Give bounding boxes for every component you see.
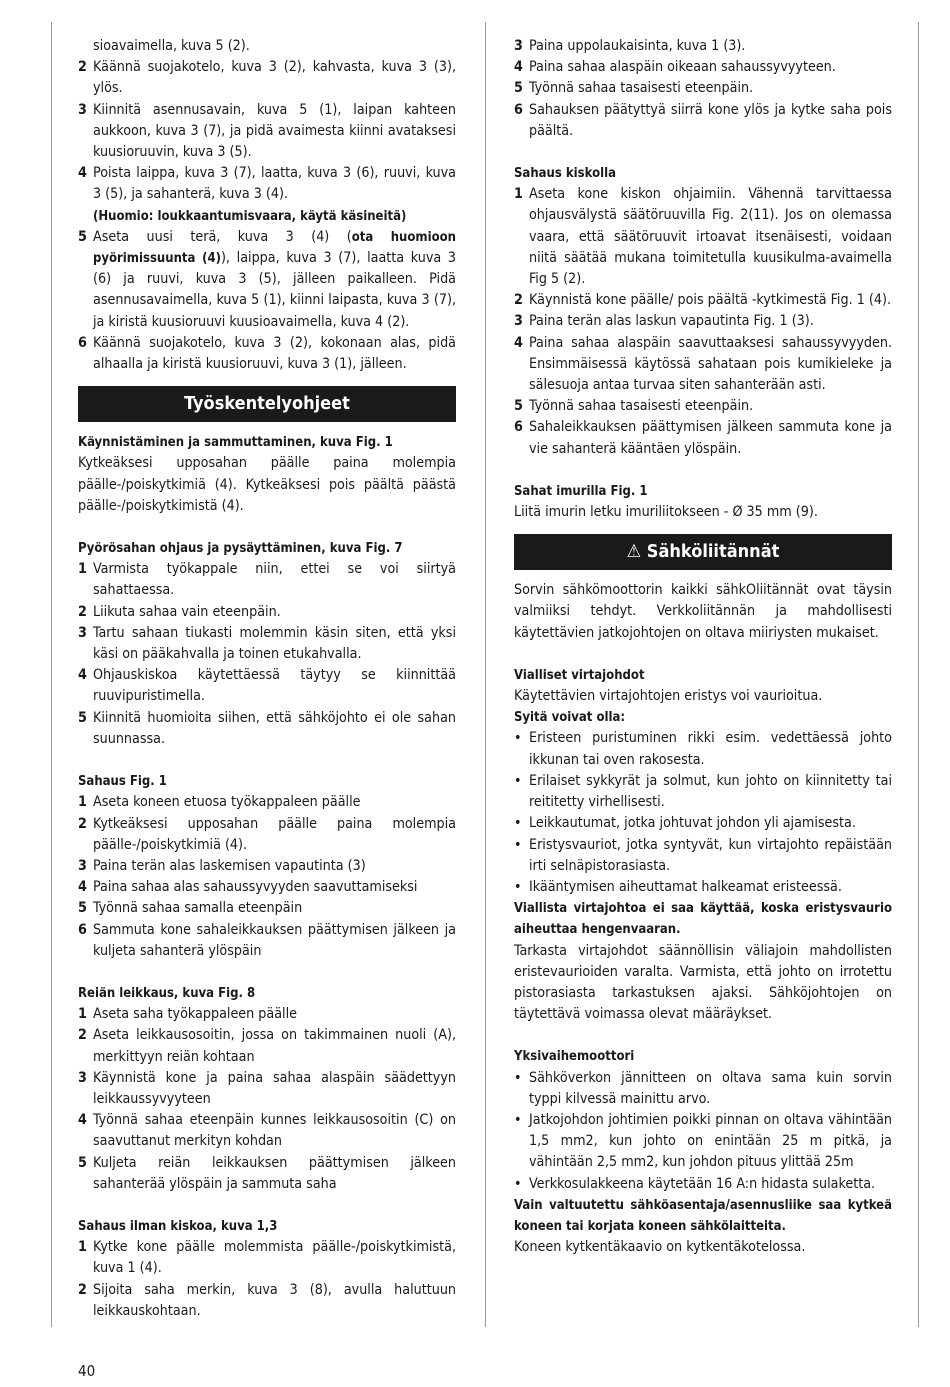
list-item: 3 Paina uppolaukaisinta, kuva 1 (3).	[514, 38, 746, 54]
bullet-item: • Leikkautumat, jotka johtuvat johdon yli ajamisesta.	[514, 815, 856, 832]
section-heading: Vialliset virtajohdot	[514, 667, 645, 683]
paragraph: Kytkeäksesi upposahan päälle paina molempia päälle-/poiskytkimiä (4). Kytkeäksesi pois päältä päästä päälle-/poiskytkimistä (4).	[78, 455, 456, 514]
list-item: 1 Aseta saha työkappaleen päälle	[78, 1006, 298, 1023]
list-item: 5 Aseta uusi terä, kuva 3 (4) (ota huomioon pyörimissuunta (4)), laippa, kuva 3 (7), laatta kuva 3 (6) ja ruuvi, kuva 3 (5), jälleen paikalleen. Pidä asennusavaimella, kuva 5 (1), kiinni laipasta, kuva 3 (7), ja kiristä kuusioruuvi kuusioavaimella, kuva 4 (2).	[78, 228, 457, 330]
bullet-item: • Jatkojohdon johtimien poikki pinnan on oltava vähintään 1,5 mm2, kun johto on enintään 25 m pitkä, ja vähintään 2,5 mm2, kun johdon pituus ylittää 25m	[514, 1111, 892, 1171]
list-item: 2 Käynnistä kone päälle/ pois päältä -kytkimestä Fig. 1 (4).	[514, 292, 891, 309]
list-item: 4 Paina sahaa alas sahaussyvyyden saavuttamiseksi	[78, 879, 418, 896]
section-heading: Sahaus Fig. 1	[78, 774, 167, 790]
warning-text: Vain valtuutettu sähköasentaja/asennusliike saa kytkeä koneen tai korjata koneen sähkölaitteita.	[514, 1197, 892, 1234]
list-item: sioavaimella, kuva 5 (2).	[93, 38, 250, 54]
list-item: 3 Paina terän alas laskemisen vapautinta (3)	[78, 857, 366, 874]
list-item: 6 Sammuta kone sahaleikkauksen päättymisen jälkeen ja kuljeta sahanterä ylöspäin	[78, 921, 456, 959]
paragraph: Käytettävien virtajohtojen eristys voi vaurioitua.	[514, 688, 823, 705]
list-item: 3 Kiinnitä asennusavain, kuva 5 (1), laipan kahteen aukkoon, kuva 3 (7), ja pidä avaimesta kiinni avataksesi kuusioruuvin, kuva 3 (5).	[78, 101, 456, 161]
list-item: 1 Varmista työkappale niin, ettei se voi siirtyä sahattaessa.	[78, 561, 456, 599]
list-item: 5 Työnnä sahaa samalla eteenpäin	[78, 900, 303, 917]
list-item: 2 Kytkeäksesi upposahan päälle paina molempia päälle-/poiskytkimiä (4).	[78, 815, 456, 853]
bullet-item: • Eristysvauriot, jotka syntyvät, kun virtajohto repäistään irti selnäpistorasiasta.	[514, 836, 892, 874]
paragraph: Sorvin sähkömoottorin kaikki sähkOliitännät ovat täysin valmiiksi tehdyt. Verkkoliitännän ja mahdollisesti käytettävien jatkojohtojen on oltava miiriysten mukaiset.	[514, 582, 892, 641]
list-item: 6 Sahauksen päätyttyä siirrä kone ylös ja kytke saha pois päältä.	[514, 101, 892, 139]
paragraph: Koneen kytkentäkaavio on kytkentäkotelossa.	[514, 1239, 806, 1256]
bullet-item: • Sähköverkon jännitteen on oltava sama kuin sorvin typpi kilvessä mainittu arvo.	[514, 1069, 892, 1107]
section-heading: Sahat imurilla Fig. 1	[514, 483, 648, 499]
bullet-item: • Eristeen puristuminen rikki esim. vedettäessä johto ikkunan tai oven rakosesta.	[514, 730, 892, 768]
list-item: 1 Aseta kone kiskon ohjaimiin. Vähennä tarvittaessa ohjausvälystä säätöruuvilla Fig. 2(11). Jos on olemassa vaara, että säätöruuvit irtoavat itsenäisesti, voidaan niitä säätää mukana toimitetulla kuusikulma-avaimella Fig 5 (2).	[514, 186, 892, 288]
section-heading: Sahaus kiskolla	[514, 166, 617, 182]
bullet-item: • Verkkosulakkeena käytetään 16 A:n hidasta sulaketta.	[514, 1175, 876, 1192]
paragraph: Tarkasta virtajohdot säännöllisin väliajoin mahdollisten eristevaurioiden varalta. Varmista, että johto on irrotettu pistorasiasta tarkastuksen ajaksi. Sähköjohtojen on täytettävä voimassa olevat määräykset.	[514, 942, 892, 1023]
list-item: 5 Työnnä sahaa tasaisesti eteenpäin.	[514, 398, 754, 415]
page-number: 40	[78, 1362, 96, 1380]
warning-text: Viallista virtajohtoa ei saa käyttää, koska eristysvaurio aiheuttaa hengenvaaran.	[514, 901, 892, 938]
paragraph: Liitä imurin letku imuriliitokseen - Ø 35 mm (9).	[514, 504, 818, 521]
list-item: 2 Aseta leikkausosoitin, jossa on takimmainen nuoli (A), merkittyyn reiän kohtaan	[78, 1027, 456, 1065]
list-item: 5 Työnnä sahaa tasaisesti eteenpäin.	[514, 80, 754, 97]
bullet-item: • Ikääntymisen aiheuttamat halkeamat eristeessä.	[514, 878, 842, 895]
list-item: 1 Aseta koneen etuosa työkappaleen päälle	[78, 794, 361, 811]
section-heading: Sahaus ilman kiskoa, kuva 1,3	[78, 1218, 278, 1234]
list-item: 2 Liikuta sahaa vain eteenpäin.	[78, 603, 281, 620]
section-heading: Reiän leikkaus, kuva Fig. 8	[78, 985, 256, 1001]
section-banner-electrical	[514, 534, 892, 570]
list-continued	[78, 36, 456, 375]
list-item: 5 Kiinnitä huomioita siihen, että sähköjohto ei ole sahan suunnassa.	[78, 709, 456, 747]
right-column-rule	[918, 22, 919, 1327]
list-item: 5 Kuljeta reiän leikkauksen päättymisen jälkeen sahanterää ylöspäin ja sammuta saha	[78, 1154, 456, 1192]
list-item: 3 Tartu sahaan tiukasti molemmin käsin siten, että yksi käsi on pääkahvalla ja toinen etukahvalla.	[78, 624, 456, 663]
section-heading: Käynnistäminen ja sammuttaminen, kuva Fig. 1	[78, 435, 393, 451]
section-heading: Pyörösahan ohjaus ja pysäyttäminen, kuva Fig. 7	[78, 541, 403, 557]
section-banner-work-instructions: Työskentelyohjeet	[78, 386, 456, 422]
list-item: 4 Paina sahaa alaspäin oikeaan sahaussyvyyteen.	[514, 59, 836, 76]
list-item: 4 Poista laippa, kuva 3 (7), laatta, kuva 3 (6), ruuvi, kuva 3 (5), ja sahanterä, kuva 3 (4).	[78, 165, 456, 203]
left-column-rule	[51, 22, 52, 1327]
warning-note: (Huomio: loukkaantumisvaara, käytä käsineitä)	[93, 208, 407, 224]
list-item: 3 Käynnistä kone ja paina sahaa alaspäin säädettyyn leikkaussyvyyteen	[78, 1069, 456, 1107]
bullet-item: • Erilaiset sykkyrät ja solmut, kun johto on kiinnitetty tai reititetty virhellisesti.	[514, 772, 892, 811]
list-item: 6 Käännä suojakotelo, kuva 3 (2), kokonaan alas, pidä alhaalla ja kiristä kuusioruuvi, kuva 3 (1), jälleen.	[78, 334, 456, 373]
list-item: 4 Paina sahaa alaspäin saavuttaaksesi sahaussyvyyden. Ensimmäisessä käytössä sahataan pois kumikieleke ja sälesuoja antaa turvaa siten sahanterään asti.	[514, 334, 892, 394]
warning-triangle-icon: ⚠	[626, 541, 642, 563]
list-item: 2 Käännä suojakotelo, kuva 3 (2), kahvasta, kuva 3 (3), ylös.	[78, 59, 456, 97]
banner-title: Sähköliitännät	[646, 541, 780, 563]
left-column	[78, 36, 456, 1322]
right-column	[514, 36, 892, 1258]
center-column-rule	[485, 22, 486, 1327]
list-item: 3 Paina terän alas laskun vapautinta Fig. 1 (3).	[514, 313, 814, 330]
section-heading: Yksivaihemoottori	[514, 1049, 635, 1065]
list-item: 4 Työnnä sahaa eteenpäin kunnes leikkausosoitin (C) on saavuttanut merkityn kohdan	[78, 1112, 456, 1150]
list-item: 1 Kytke kone päälle molemmista päälle-/poiskytkimistä, kuva 1 (4).	[78, 1239, 456, 1277]
list-item: 4 Ohjauskiskoa käytettäessä täytyy se kiinnittää ruuvipuristimella.	[78, 667, 456, 705]
subheading: Syitä voivat olla:	[514, 710, 626, 726]
list-item: 2 Sijoita saha merkin, kuva 3 (8), avulla haluttuun leikkauskohtaan.	[78, 1281, 456, 1319]
list-item: 6 Sahaleikkauksen päättymisen jälkeen sammuta kone ja vie sahanterä kääntäen ylöspäin.	[514, 419, 892, 457]
